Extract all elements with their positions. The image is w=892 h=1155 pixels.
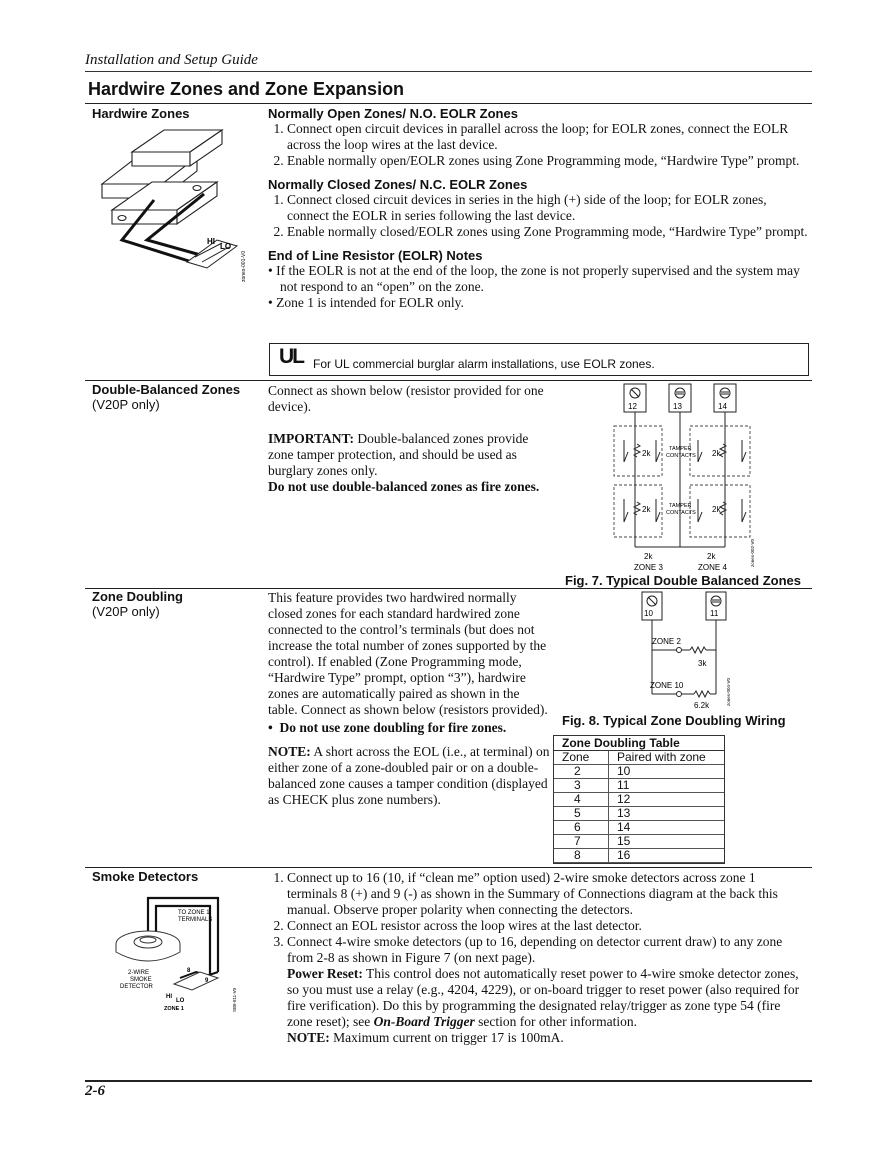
list-item: 1. Connect up to 16 (10, if “clean me” option used) 2-wire smoke detectors across zone 1 terminals 8 (+) and 9 (-) as shown in the Summary of Connections diagram at the back this manual. Observe proper polarity when connecting the detectors.: [287, 870, 808, 918]
terminal-14: 14: [718, 402, 727, 411]
important-label: IMPORTANT:: [268, 431, 355, 446]
table-row: [554, 807, 724, 821]
zone-doubling-label-text: Zone Doubling: [92, 589, 183, 604]
table: [554, 751, 724, 863]
section-title: Hardwire Zones and Zone Expansion: [88, 79, 405, 99]
resistor-2k: 2k: [712, 449, 721, 458]
double-balanced-content: [268, 383, 553, 495]
smoke-label-text: Smoke Detectors: [92, 869, 199, 884]
table-header-cell: Zone: [554, 751, 609, 765]
table-cell: 16: [609, 849, 725, 863]
smoke-fig-label: SMOKE: [130, 977, 152, 983]
title-rule: [85, 103, 812, 104]
tamper-label: TAMPER: [669, 503, 692, 509]
terminal-10: 10: [644, 609, 653, 618]
double-balanced-label-text: Double-Balanced Zones: [92, 382, 241, 397]
zone-doubling-bullet-text: Do not use zone doubling for fire zones.: [279, 720, 507, 735]
fig8-caption: Fig. 8. Typical Zone Doubling Wiring: [562, 713, 786, 728]
smoke-list: [268, 870, 808, 1046]
eolr-notes-list: [268, 263, 808, 311]
resistor-2k: 2k: [707, 552, 716, 561]
table-cell: 14: [609, 821, 725, 835]
list-item-text: Connect 4-wire smoke detectors (up to 16, depending on detector current draw) to any zone from 2-8 as shown in Figure 7 (on next page).: [287, 934, 783, 965]
row-rule: [85, 867, 812, 868]
hi-label: HI: [166, 994, 172, 1000]
power-reset-text: This control does not automatically reset power to 4-wire smoke detector zones, so you must use a relay (e.g., 4204, 4229), or on-board trigger to reset power (also required for fire verification). Do this by programming the designated relay/trigger as zone type 54 (fire zone reset); see: [287, 966, 800, 1029]
hardwire-content: [268, 106, 808, 311]
zone-2-label: ZONE 2: [652, 637, 681, 646]
double-balanced-diagram: [608, 382, 758, 574]
list-item: 1. Connect closed circuit devices in series in the high (+) side of the loop; for EOLR zones, connect the EOLR in series following the last device.: [287, 192, 808, 224]
table-cell: 2: [554, 765, 609, 779]
resistor-2k: 2k: [642, 505, 651, 514]
zone-doubling-content: [268, 590, 551, 808]
ul-note-text: For UL commercial burglar alarm installations, use EOLR zones.: [313, 357, 655, 371]
list-item: 2. Enable normally closed/EOLR zones using Zone Programming mode, “Hardwire Type” prompt.: [287, 224, 808, 240]
zone-doubling-diagram: [640, 590, 740, 710]
table-cell: 8: [554, 849, 609, 863]
note-label: NOTE:: [268, 744, 311, 759]
list-item: [287, 934, 808, 1046]
resistor-2k: 2k: [644, 552, 653, 561]
important-text: Double-balanced zones provide zone tamper protection, and should be used as burglary zones only.: [268, 431, 529, 478]
note-text: Maximum current on trigger 17 is 100mA.: [329, 1030, 564, 1045]
table-row: [554, 835, 724, 849]
zone-doubling-sublabel: (V20P only): [92, 604, 160, 619]
terminal-11: 11: [710, 609, 719, 618]
smoke-content: [268, 870, 808, 1046]
nc-zones-title: Normally Closed Zones/ N.C. EOLR Zones: [268, 177, 528, 192]
table-cell: 15: [609, 835, 725, 849]
zone-3-label: ZONE 3: [634, 563, 663, 572]
list-item: • If the EOLR is not at the end of the loop, the zone is not properly supervised and the system may not respond to an “open” on the zone.: [280, 263, 808, 295]
power-reset-label: Power Reset:: [287, 966, 363, 981]
zone-4-label: ZONE 4: [698, 563, 727, 572]
figure-code: zones-001-V0: [241, 250, 247, 282]
figure-code: zones-002-V0: [750, 538, 755, 567]
note-text: A short across the EOL (i.e., at terminal) on either zone of a zone-doubled pair or on a double-balanced zone causes a tamper condition (displayed as CHECK plus zone numbers).: [268, 744, 550, 807]
table-cell: 13: [609, 807, 725, 821]
lo-label: LO: [220, 242, 232, 251]
terminal-8: 8: [187, 968, 191, 974]
to-zone-1-label: TO ZONE 1: [178, 910, 210, 916]
contacts-label: CONTACTS: [666, 453, 696, 459]
table-cell: 3: [554, 779, 609, 793]
smoke-label: [92, 869, 198, 884]
footer-rule: [85, 1080, 812, 1082]
tamper-label: TAMPER: [669, 446, 692, 452]
power-reset-tail: section for other information.: [474, 1014, 638, 1029]
figure-code: SB8-811-V0: [232, 987, 237, 1012]
double-balanced-intro: Connect as shown below (resistor provided for one device).: [268, 383, 544, 414]
list-item: • Zone 1 is intended for EOLR only.: [280, 295, 808, 311]
terminal-9: 9: [205, 978, 209, 984]
list-item: 2. Connect an EOL resistor across the loop wires at the last detector.: [287, 918, 808, 934]
two-wire-label: 2-WIRE: [128, 970, 149, 976]
nc-zones-list: [268, 192, 808, 240]
table-header-cell: Paired with zone: [609, 751, 725, 765]
double-balanced-important: [268, 431, 553, 479]
row-rule: [85, 588, 812, 589]
lo-label: LO: [176, 998, 185, 1004]
table-cell: 4: [554, 793, 609, 807]
no-zones-list: [268, 121, 808, 169]
contacts-label: CONTACTS: [666, 510, 696, 516]
table-header-row: [554, 751, 724, 765]
table-row: [554, 765, 724, 779]
zone-doubling-label: [92, 589, 183, 619]
table-row: [554, 849, 724, 863]
zone-10-label: ZONE 10: [650, 681, 684, 690]
hardwire-label: [92, 106, 190, 121]
smoke-detector-illustration: [108, 892, 248, 1022]
running-header: Installation and Setup Guide: [85, 52, 258, 68]
hi-label: HI: [207, 237, 215, 246]
note-label: NOTE:: [287, 1030, 330, 1045]
resistor-6-2k: 6.2k: [694, 701, 710, 710]
resistor-2k: 2k: [712, 505, 721, 514]
zone-1-label: ZONE 1: [164, 1006, 184, 1012]
double-balanced-label: [92, 382, 240, 412]
terminals-label: TERMINALS: [178, 917, 213, 923]
contact-switch-illustration: [92, 122, 262, 294]
figure-code: zones-004-V0: [726, 677, 731, 706]
table-cell: 5: [554, 807, 609, 821]
double-balanced-warning: Do not use double-balanced zones as fire zones.: [268, 479, 540, 494]
terminal-12: 12: [628, 402, 637, 411]
page-number: 2-6: [85, 1083, 105, 1099]
onboard-trigger-ref: On-Board Trigger: [373, 1014, 475, 1029]
hardwire-label-text: Hardwire Zones: [92, 106, 190, 121]
zone-doubling-note: [268, 744, 551, 808]
table-row: [554, 821, 724, 835]
table-title: Zone Doubling Table: [554, 736, 724, 751]
header-rule: [85, 71, 812, 72]
list-item: 1. Connect open circuit devices in parallel across the loop; for EOLR zones, connect the EOLR across the loop wires at the last device.: [287, 121, 808, 153]
table-row: [554, 793, 724, 807]
ul-note-box: [269, 343, 809, 376]
terminal-13: 13: [673, 402, 682, 411]
zone-doubling-bullet: • Do not use zone doubling for fire zones.: [268, 720, 507, 735]
detector-label: DETECTOR: [120, 984, 153, 990]
zone-doubling-table: [553, 735, 725, 864]
table-cell: 10: [609, 765, 725, 779]
resistor-2k: 2k: [642, 449, 651, 458]
ul-logo: UL: [279, 345, 303, 368]
no-zones-title: Normally Open Zones/ N.O. EOLR Zones: [268, 106, 518, 121]
table-cell: 11: [609, 779, 725, 793]
table-cell: 12: [609, 793, 725, 807]
table-cell: 7: [554, 835, 609, 849]
table-cell: 6: [554, 821, 609, 835]
zone-doubling-intro: This feature provides two hardwired normally closed zones for each standard hardwired zone connected to the control’s terminals (but does not increase the total number of zones supported by the control). If enabled (Zone Programming mode, “Hardwire Type” prompt, option “3”), hardwire zones are automatically paired as shown in the table. Connect as shown below (resistors provided).: [268, 590, 548, 717]
row-rule: [85, 380, 812, 381]
resistor-3k: 3k: [698, 659, 707, 668]
list-item: 2. Enable normally open/EOLR zones using Zone Programming mode, “Hardwire Type” prompt.: [287, 153, 808, 169]
eolr-notes-title: End of Line Resistor (EOLR) Notes: [268, 248, 483, 263]
double-balanced-sublabel: (V20P only): [92, 397, 160, 412]
table-row: [554, 779, 724, 793]
fig7-caption: Fig. 7. Typical Double Balanced Zones: [565, 573, 801, 588]
